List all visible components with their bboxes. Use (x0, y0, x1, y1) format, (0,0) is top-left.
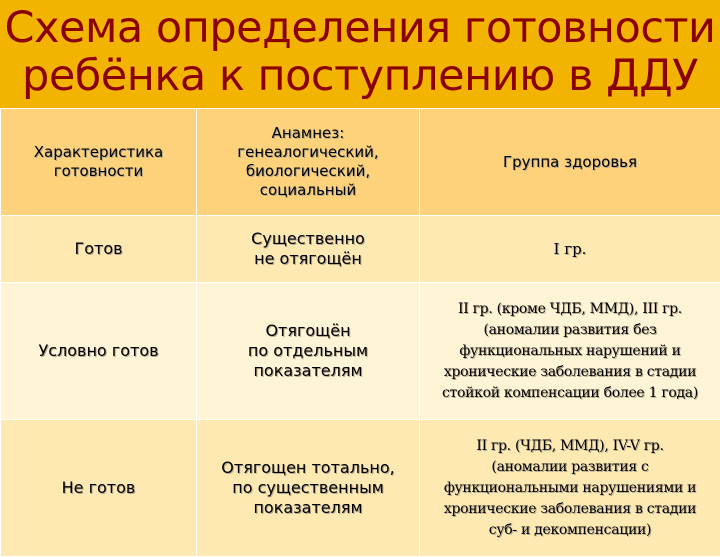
cell-line: функциональными нарушениями и (424, 478, 716, 499)
cell-line: стойкой компенсации более 1 года) (424, 383, 716, 404)
header-readiness-line: Характеристика (5, 143, 192, 162)
header-readiness-line: готовности (5, 162, 192, 181)
cell-line: функциональных нарушений и (424, 341, 716, 362)
cell-line: II гр. (кроме ЧДБ, ММД), III гр. (424, 299, 716, 320)
header-anamnesis-line: социальный (201, 181, 415, 200)
header-anamnesis-line: биологический, (201, 162, 415, 181)
cell-line: показателям (201, 361, 415, 381)
cell-line: II гр. (ЧДБ, ММД), IV-V гр. (424, 436, 716, 457)
cell-line: суб- и декомпенсации) (424, 520, 716, 541)
header-anamnesis (197, 109, 420, 216)
cell-health-group (420, 420, 720, 557)
cell-line: по существенным (201, 478, 415, 498)
slide-title (0, 4, 720, 100)
cell-line: (аномалии развития без (424, 320, 716, 341)
cell-line: Готов (5, 239, 192, 259)
title-line-2: ребёнка к поступлению в ДДУ (0, 52, 720, 100)
table-row (1, 216, 720, 283)
cell-readiness (1, 216, 197, 283)
cell-line: (аномалии развития с (424, 457, 716, 478)
cell-line: Не готов (5, 478, 192, 498)
cell-readiness (1, 420, 197, 557)
cell-readiness (1, 283, 197, 420)
table-row (1, 420, 720, 557)
cell-line: Отягощён (201, 321, 415, 341)
cell-line: по отдельным (201, 341, 415, 361)
header-readiness (1, 109, 197, 216)
cell-line: хронические заболевания в стадии (424, 499, 716, 520)
table-row (1, 283, 720, 420)
cell-line: I гр. (424, 239, 716, 260)
readiness-table (0, 108, 720, 557)
header-anamnesis-line: Анамнез: (201, 124, 415, 143)
cell-health-group (420, 283, 720, 420)
header-anamnesis-line: генеалогический, (201, 143, 415, 162)
cell-anamnesis (197, 283, 420, 420)
table-header-row (1, 109, 720, 216)
cell-line: Отягощен тотально, (201, 458, 415, 478)
cell-line: Условно готов (5, 341, 192, 361)
cell-anamnesis (197, 420, 420, 557)
cell-health-group (420, 216, 720, 283)
header-health-group-line: Группа здоровья (424, 153, 716, 172)
cell-line: показателям (201, 498, 415, 518)
header-health-group (420, 109, 720, 216)
cell-line: Существенно (201, 229, 415, 249)
cell-line: не отягощён (201, 249, 415, 269)
cell-line: хронические заболевания в стадии (424, 362, 716, 383)
title-line-1: Схема определения готовности (0, 4, 720, 52)
cell-anamnesis (197, 216, 420, 283)
